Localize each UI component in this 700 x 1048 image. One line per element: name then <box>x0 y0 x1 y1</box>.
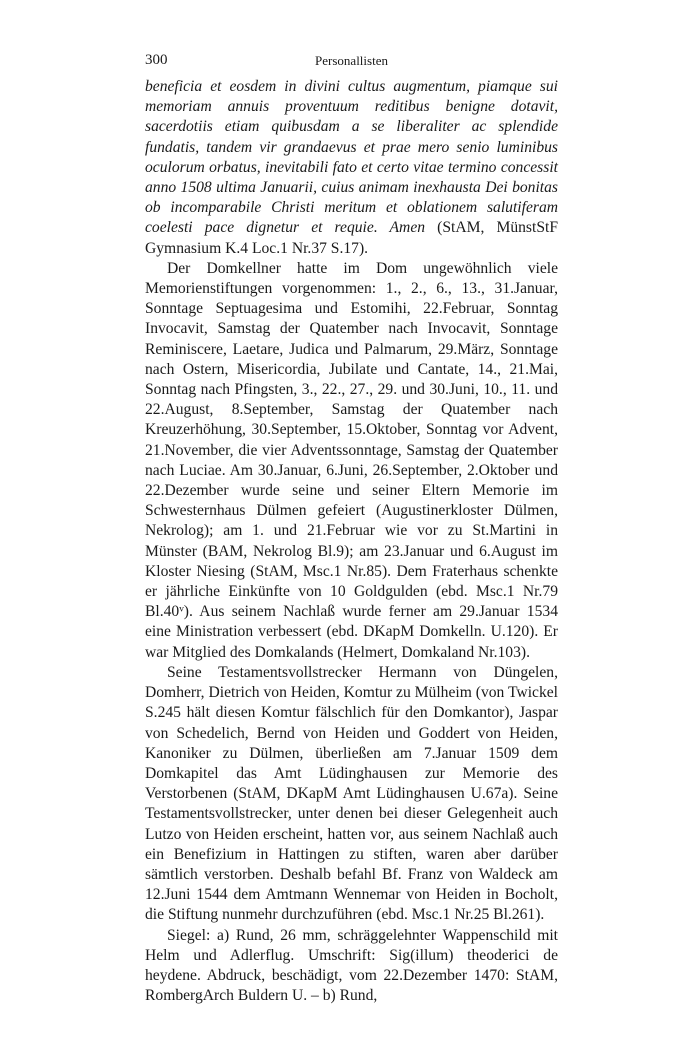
source-citation: (StAM, MünstStF Gymnasium K.4 Loc.1 Nr.37 S.17). <box>145 219 559 257</box>
page-number: 300 <box>145 52 168 68</box>
paragraph-latin-epitaph <box>145 77 558 259</box>
running-title: Personallisten <box>315 53 388 68</box>
body-text <box>145 77 558 1006</box>
paragraph-memorial-foundations: Der Domkellner hatte im Dom ungewöhnlich viele Memorienstiftungen vorgenommen: 1., 2., 6., 13., 31.Januar, Sonntage Septuagesima und Estomihi, 22.Februar, Sonntag Invocavit, Samstag der Quatember nach Invocavit, Sonntage Reminiscere, Laetare, Judica und Palmarum, 29.März, Sonntage nach Ostern, Misericordia, Jubilate und Cantate, 14., 21.Mai, Sonntag nach Pfingsten, 3., 22., 27., 29. und 30.Juni, 10., 11. und 22.August, 8.September, Samstag der Quatember nach Kreuzerhöhung, 30.September, 15.Oktober, Sonntag vor Advent, 21.November, die vier Adventssonntage, Samstag der Quatember nach Luciae. Am 30.Januar, 6.Juni, 26.September, 2.Oktober und 22.Dezember wurde seine und seiner Eltern Memorie im Schwesternhaus Dülmen gefeiert (Augustinerkloster Dülmen, Nekrolog); am 1. und 21.Februar wie vor zu St.Martini in Münster (BAM, Nekrolog Bl.9); am 23.Januar und 6.August im Kloster Niesing (StAM, Msc.1 Nr.85). Dem Fraterhaus schenkte er jährliche Einkünfte von 10 Goldgulden (ebd. Msc.1 Nr.79 Bl.40ᵛ). Aus seinem Nachlaß wurde ferner am 29.Januar 1534 eine Ministration verbessert (ebd. DKapM Domkelln. U.120). Er war Mitglied des Domkalands (Helmert, Domkaland Nr.103). <box>145 259 558 661</box>
latin-quotation: beneficia et eosdem in divini cultus augmentum, piamque sui memoriam annuis proventuum reditibus benigne dotavit, sacerdotiis etiam quibusdam a se liberaliter ac splendide fundatis, tandem vir grandaevus et prae mero senio luminibus oculorum orbatus, inevitabili fato et certo vitae termino concessit anno 1508 ultima Januarii, cuius animam inexhausta Dei bonitas ob incomparabile Christi meritum et oblationem salutiferam coelesti pace dignetur et requie. Amen <box>145 78 558 237</box>
paragraph-executors: Seine Testamentsvollstrecker Hermann von Düngelen, Domherr, Dietrich von Heiden, Komtur zu Mülheim (von Twickel S.245 hält diesen Komtur fälschlich für den Domkantor), Jaspar von Schedelich, Bernd von Heiden und Goddert von Heiden, Kanoniker zu Dülmen, überließen am 7.Januar 1509 dem Domkapitel das Amt Lüdinghausen zur Memorie des Verstorbenen (StAM, DKapM Amt Lüdinghausen U.67a). Seine Testamentsvollstrecker, unter denen bei dieser Gelegenheit auch Lutzo von Heiden erscheint, hatten vor, aus seinem Nachlaß auch ein Benefizium in Hattingen zu stiften, waren aber darüber sämtlich verstorben. Deshalb befahl Bf. Franz von Waldeck am 12.Juni 1544 dem Amtmann Wennemar von Heiden in Bocholt, die Stiftung nunmehr durchzuführen (ebd. Msc.1 Nr.25 Bl.261). <box>145 663 558 924</box>
paragraph-seals: Siegel: a) Rund, 26 mm, schräggelehnter Wappenschild mit Helm und Adlerflug. Umschrift: Sig(illum) theoderici de heydene. Abdruck, beschädigt, vom 22.Dezember 1470: StAM, RombergArch Buldern U. – b) Rund, <box>145 926 558 1005</box>
page-header <box>145 52 558 72</box>
